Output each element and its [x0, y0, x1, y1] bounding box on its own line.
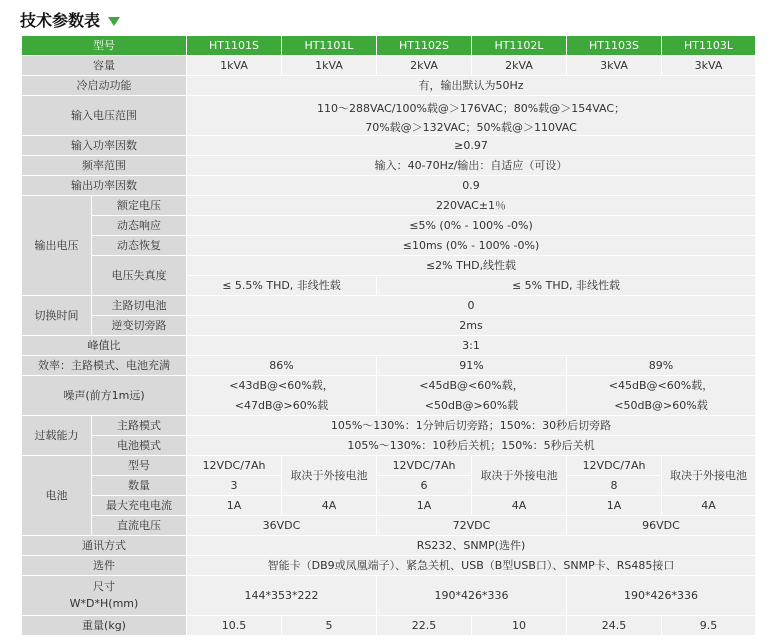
value-cell: 5: [282, 616, 377, 636]
value-cell: 8: [567, 476, 662, 496]
value-cell: 1A: [377, 496, 472, 516]
model-cell: HT1101L: [282, 36, 377, 56]
sub-label: 最大充电电流: [92, 496, 187, 516]
sub-label: 主路切电池: [92, 296, 187, 316]
value-cell: 1A: [567, 496, 662, 516]
group-label: 电池: [22, 456, 92, 536]
row-label: 峰值比: [22, 336, 187, 356]
value-cell: 取决于外接电池: [472, 456, 567, 496]
value-cell: 1kVA: [187, 56, 282, 76]
value-cell: ≤2% THD,线性载: [187, 256, 756, 276]
value-cell: 36VDC: [187, 516, 377, 536]
sub-label: 额定电压: [92, 196, 187, 216]
value-cell: 86%: [187, 356, 377, 376]
value-cell: 10: [472, 616, 567, 636]
value-cell: 190*426*336: [377, 576, 567, 616]
value-cell: 3kVA: [567, 56, 662, 76]
row-label: [22, 576, 187, 616]
value-cell: 3kVA: [662, 56, 756, 76]
value-line: 70%载@＞132VAC；50%载@＞110VAC: [365, 121, 577, 134]
value-cell: 12VDC/7Ah: [377, 456, 472, 476]
value-cell: [187, 96, 756, 136]
value-line: <47dB@>60%载: [234, 398, 329, 412]
value-cell: 96VDC: [567, 516, 756, 536]
value-cell: 91%: [377, 356, 567, 376]
row-label: 噪声(前方1m远): [22, 376, 187, 416]
value-cell: ≤10ms (0% - 100% -0%): [187, 236, 756, 256]
header-row: [22, 36, 756, 56]
value-line: <50dB@>60%载: [424, 398, 519, 412]
model-cell: HT1101S: [187, 36, 282, 56]
value-cell: 2kVA: [472, 56, 567, 76]
value-cell: 0.9: [187, 176, 756, 196]
value-cell: ≤5% (0% - 100% -0%): [187, 216, 756, 236]
table-row: [22, 516, 756, 536]
model-cell: HT1102S: [377, 36, 472, 56]
table-row: [22, 196, 756, 216]
table-row: [22, 376, 756, 416]
value-cell: ≥0.97: [187, 136, 756, 156]
sub-label: 动态响应: [92, 216, 187, 236]
value-cell: 2kVA: [377, 56, 472, 76]
sub-label: 主路模式: [92, 416, 187, 436]
table-row: [22, 416, 756, 436]
value-cell: 智能卡（DB9或凤凰端子）、紧急关机、USB（B型USB口）、SNMP卡、RS485接口: [187, 556, 756, 576]
table-row: [22, 76, 756, 96]
row-label: 效率：主路模式、电池充满: [22, 356, 187, 376]
row-label: 输入电压范围: [22, 96, 187, 136]
value-cell: 89%: [567, 356, 756, 376]
sub-label: 电池模式: [92, 436, 187, 456]
value-cell: 105%～130%：1分钟后切旁路；150%：30秒后切旁路: [187, 416, 756, 436]
value-cell: 22.5: [377, 616, 472, 636]
value-cell: 10.5: [187, 616, 282, 636]
row-label: 冷启动功能: [22, 76, 187, 96]
table-row: [22, 436, 756, 456]
model-cell: HT1102L: [472, 36, 567, 56]
value-cell: 12VDC/7Ah: [567, 456, 662, 476]
value-cell: 4A: [472, 496, 567, 516]
value-cell: 12VDC/7Ah: [187, 456, 282, 476]
value-line: <45dB@<60%载，: [419, 378, 524, 392]
value-cell: 3: [187, 476, 282, 496]
table-row: [22, 476, 756, 496]
table-row: [22, 136, 756, 156]
value-cell: 1A: [187, 496, 282, 516]
sub-label: 数量: [92, 476, 187, 496]
table-row: [22, 236, 756, 256]
value-cell: ≤ 5.5% THD, 非线性载: [187, 276, 377, 296]
header-label: 型号: [22, 36, 187, 56]
table-row: [22, 176, 756, 196]
table-row: [22, 56, 756, 76]
value-cell: 105%～130%：10秒后关机；150%：5秒后关机: [187, 436, 756, 456]
sub-label: 动态恢复: [92, 236, 187, 256]
table-row: [22, 576, 756, 616]
table-row: [22, 556, 756, 576]
table-row: [22, 356, 756, 376]
sub-label: 型号: [92, 456, 187, 476]
page-title-text: 技术参数表: [20, 11, 101, 30]
group-label: 过载能力: [22, 416, 92, 456]
row-label: 选件: [22, 556, 187, 576]
table-row: [22, 316, 756, 336]
value-cell: 4A: [282, 496, 377, 516]
sub-label: 直流电压: [92, 516, 187, 536]
value-cell: 9.5: [662, 616, 756, 636]
table-row: [22, 96, 756, 136]
value-cell: 72VDC: [377, 516, 567, 536]
value-cell: 3:1: [187, 336, 756, 356]
group-label: 切换时间: [22, 296, 92, 336]
value-cell: 2ms: [187, 316, 756, 336]
table-row: [22, 536, 756, 556]
value-line: <50dB@>60%载: [614, 398, 708, 412]
row-label: 容量: [22, 56, 187, 76]
table-row: [22, 496, 756, 516]
model-cell: HT1103S: [567, 36, 662, 56]
table-row: [22, 156, 756, 176]
value-cell: [377, 376, 567, 416]
value-cell: 取决于外接电池: [282, 456, 377, 496]
row-label-line: W*D*H(mm): [69, 597, 139, 610]
page-title: [20, 8, 120, 31]
value-cell: 输入：40-70Hz/输出：自适应（可设）: [187, 156, 756, 176]
value-cell: 24.5: [567, 616, 662, 636]
group-label: 输出电压: [22, 196, 92, 296]
row-label: 重量(kg): [22, 616, 187, 636]
sub-label: 电压失真度: [92, 256, 187, 296]
value-line: <45dB@<60%载，: [608, 378, 714, 392]
model-cell: HT1103L: [662, 36, 756, 56]
value-line: 110～288VAC/100%载@＞176VAC；80%载@＞154VAC；: [316, 102, 626, 115]
row-label-line: 尺寸: [93, 580, 115, 593]
triangle-down-icon: [108, 17, 120, 26]
value-cell: 190*426*336: [567, 576, 756, 616]
value-line: <43dB@<60%载，: [229, 378, 334, 392]
table-row: [22, 256, 756, 276]
value-cell: 取决于外接电池: [662, 456, 756, 496]
row-label: 频率范围: [22, 156, 187, 176]
value-cell: [567, 376, 756, 416]
value-cell: 4A: [662, 496, 756, 516]
value-cell: 0: [187, 296, 756, 316]
value-cell: 有，输出默认为50Hz: [187, 76, 756, 96]
spec-table: [21, 35, 756, 636]
row-label: 通讯方式: [22, 536, 187, 556]
table-row: [22, 336, 756, 356]
value-cell: 220VAC±1％: [187, 196, 756, 216]
value-cell: [187, 376, 377, 416]
value-cell: ≤ 5% THD, 非线性载: [377, 276, 756, 296]
value-cell: 144*353*222: [187, 576, 377, 616]
table-row: [22, 616, 756, 636]
table-row: [22, 216, 756, 236]
table-row: [22, 296, 756, 316]
row-label: 输入功率因数: [22, 136, 187, 156]
value-cell: 1kVA: [282, 56, 377, 76]
value-cell: 6: [377, 476, 472, 496]
row-label: 输出功率因数: [22, 176, 187, 196]
table-row: [22, 456, 756, 476]
sub-label: 逆变切旁路: [92, 316, 187, 336]
value-cell: RS232、SNMP(选件): [187, 536, 756, 556]
